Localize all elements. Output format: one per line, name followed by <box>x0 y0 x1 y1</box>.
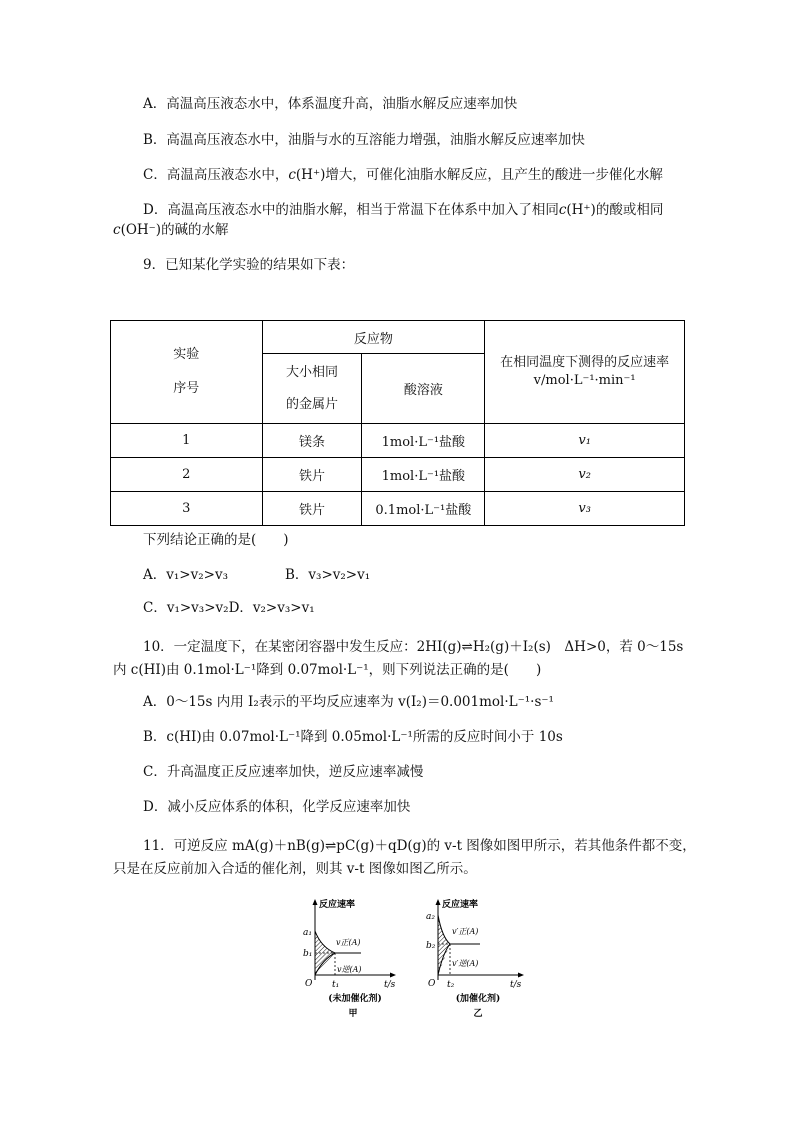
header-metal-line1: 大小相同 <box>286 364 339 380</box>
row1-acid: 1mol·L⁻¹盐酸 <box>362 424 485 458</box>
row2-no: 2 <box>111 458 263 492</box>
q9-question: 下列结论正确的是( ) <box>143 532 289 548</box>
caption: (未加催化剂) <box>328 994 382 1004</box>
table-row <box>111 492 685 526</box>
header-rate <box>485 321 685 424</box>
b-label: b₂ <box>426 941 436 951</box>
vt-graph-no-catalyst <box>295 895 400 1025</box>
x-axis-arrow <box>390 973 396 978</box>
row1-no: 1 <box>111 424 263 458</box>
forward-rate-label: v′正(A) <box>452 927 479 936</box>
b-label: b₁ <box>303 949 313 959</box>
x-axis-arrow <box>518 973 524 978</box>
origin-label: O <box>305 979 313 989</box>
row3-acid: 0.1mol·L⁻¹盐酸 <box>362 492 485 526</box>
q8-option-d-line2 <box>113 220 229 240</box>
q8-option-c-suffix: (H⁺)增大，可催化油脂水解反应，且产生的酸进一步催化水解 <box>295 167 663 183</box>
a-label: a₁ <box>303 928 312 938</box>
q8-option-c-prefix: C．高温高压液态水中， <box>143 167 289 183</box>
q11-stem-line1: 11．可逆反应 mA(g)＋nB(g)⇌pC(g)＋qD(g)的 v-t 图像如图甲所示，若其他条件都不变， <box>143 838 696 854</box>
q10-option-b: B．c(HI)由 0.07mol·L⁻¹降到 0.05mol·L⁻¹所需的反应时间小于 10s <box>143 729 563 745</box>
row1-metal: 镁条 <box>262 424 362 458</box>
q8-option-c <box>143 165 663 185</box>
row1-rate: v₁ <box>485 424 685 458</box>
y-axis-arrow <box>313 899 318 905</box>
q10-option-a: A．0～15s 内用 I₂表示的平均反应速率为 v(I₂)＝0.001mol·L⁻¹·s⁻¹ <box>143 694 554 710</box>
t-label: t₁ <box>332 980 340 990</box>
header-metal <box>262 354 362 424</box>
q8-option-c-conc: c <box>288 167 296 183</box>
origin-label: O <box>428 979 436 989</box>
row3-metal: 铁片 <box>262 492 362 526</box>
y-axis-label: 反应速率 <box>319 900 356 910</box>
caption: (加催化剂) <box>455 994 501 1004</box>
q8-option-d2-suffix: (OH⁻)的碱的水解 <box>120 222 229 238</box>
table-row <box>111 424 685 458</box>
q8-option-b: B．高温高压液态水中，油脂与水的互溶能力增强，油脂水解反应速率加快 <box>143 132 585 148</box>
vt-graph-no-catalyst-svg <box>295 895 400 1021</box>
q11-stem-line2: 只是在反应前加入合适的催化剂，则其 v-t 图像如图乙所示。 <box>113 861 477 877</box>
q8-option-d-suffix: (H⁺)的酸或相同 <box>566 202 664 218</box>
a-label: a₂ <box>426 912 435 922</box>
q9-stem: 9．已知某化学实验的结果如下表： <box>143 257 355 273</box>
header-exp-no-line1: 实验 <box>173 347 200 362</box>
vt-graph-with-catalyst <box>418 895 528 1025</box>
header-exp-no <box>111 321 263 424</box>
header-reactant: 反应物 <box>262 321 485 354</box>
y-axis-arrow <box>436 899 441 905</box>
reverse-rate-label: v′逆(A) <box>452 959 479 968</box>
y-axis-label: 反应速率 <box>442 900 479 910</box>
q8-option-d-line1 <box>143 200 663 220</box>
q9-option-a: A．v₁>v₂>v₃ <box>143 567 228 583</box>
q10-option-d: D．减小反应体系的体积，化学反应速率加快 <box>143 799 411 815</box>
row3-no: 3 <box>111 492 263 526</box>
q9-option-cd: C．v₁>v₃>v₂D．v₂>v₃>v₁ <box>143 600 315 616</box>
header-rate-line1: 在相同温度下测得的反应速率 <box>500 355 670 370</box>
q9-option-b: B．v₃>v₂>v₁ <box>285 567 371 583</box>
row2-acid: 1mol·L⁻¹盐酸 <box>362 458 485 492</box>
row2-metal: 铁片 <box>262 458 362 492</box>
q8-option-a: A．高温高压液态水中，体系温度升高，油脂水解反应速率加快 <box>143 96 518 112</box>
q8-option-d-prefix: D．高温高压液态水中的油脂水解，相当于常温下在体系中加入了相同 <box>143 202 559 218</box>
forward-rate-label: v正(A) <box>336 938 361 947</box>
header-acid: 酸溶液 <box>362 354 485 424</box>
header-metal-line2: 的金属片 <box>286 396 339 412</box>
table-row <box>111 458 685 492</box>
figure-name: 乙 <box>473 1009 483 1019</box>
experiment-table <box>110 320 685 526</box>
t-label: t₂ <box>447 980 455 990</box>
vt-graph-with-catalyst-svg <box>418 895 528 1021</box>
reverse-rate-label: v逆(A) <box>337 965 362 974</box>
row2-rate: v₂ <box>485 458 685 492</box>
header-exp-no-line2: 序号 <box>173 381 200 396</box>
header-rate-unit: v/mol·L⁻¹·min⁻¹ <box>533 373 636 388</box>
x-axis-label: t/s <box>510 980 522 990</box>
x-axis-label: t/s <box>384 980 396 990</box>
q10-stem-line1: 10．一定温度下，在某密闭容器中发生反应：2HI(g)⇌H₂(g)＋I₂(s) ΔH>0，若 0～15s <box>143 639 684 655</box>
q8-option-d-conc: c <box>558 202 567 218</box>
q10-option-c: C．升高温度正反应速率加快，逆反应速率减慢 <box>143 764 424 780</box>
q10-stem-line2: 内 c(HI)由 0.1mol·L⁻¹降到 0.07mol·L⁻¹，则下列说法正确的是( ) <box>113 662 542 678</box>
row3-rate: v₃ <box>485 492 685 526</box>
figure-name: 甲 <box>348 1009 358 1019</box>
q8-option-d2-conc: c <box>113 222 121 238</box>
